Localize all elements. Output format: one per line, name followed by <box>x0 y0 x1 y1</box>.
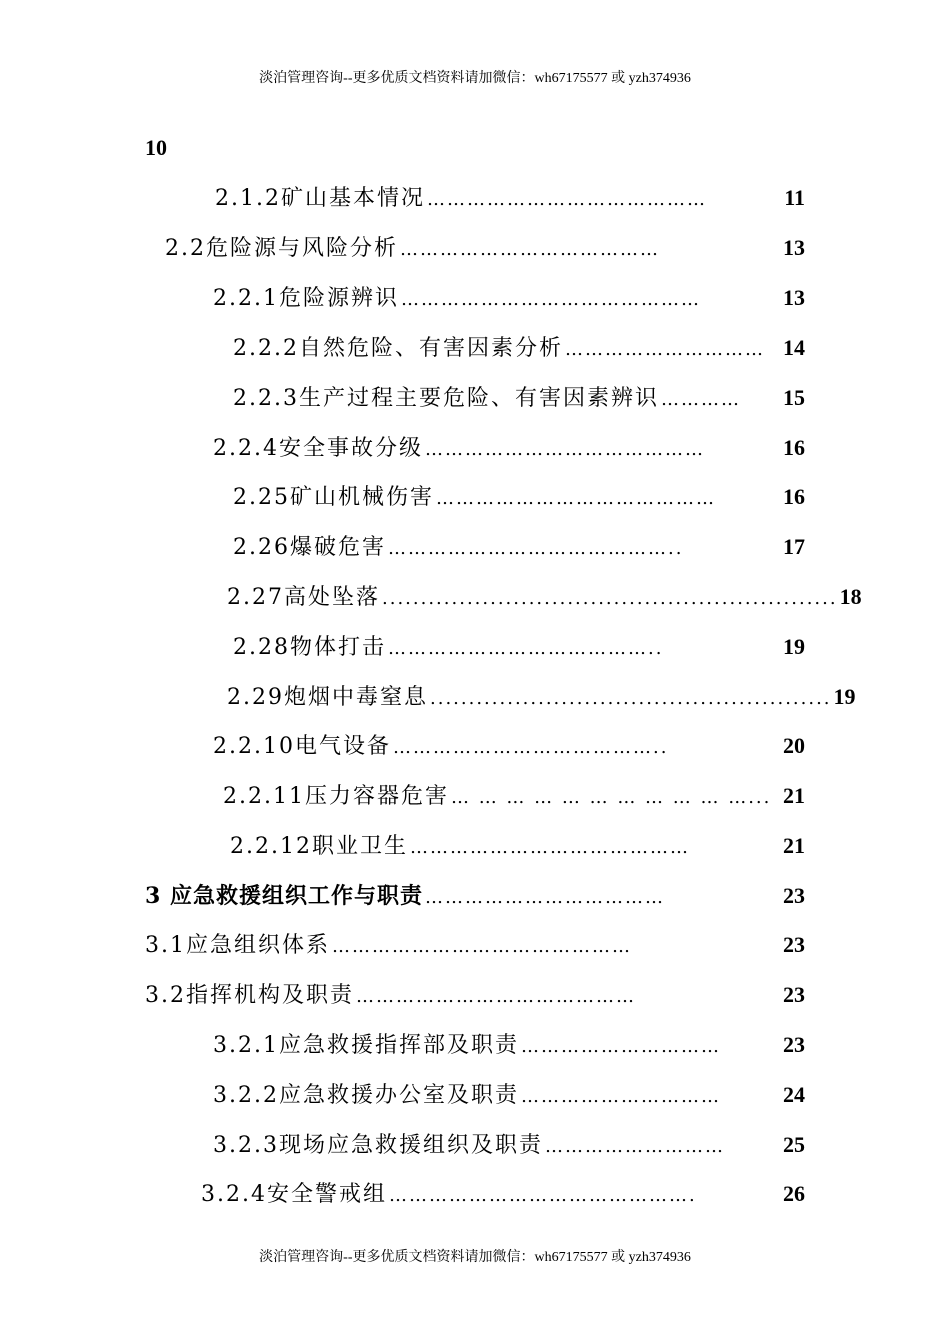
toc-entry-page: 16 <box>783 484 805 509</box>
toc-entry-label: 3.2.1应急救援指挥部及职责 <box>213 1033 519 1058</box>
toc-entry-label: 3.2.4安全警戒组 <box>201 1182 387 1207</box>
toc-entry-page: 13 <box>783 285 805 310</box>
toc-entry-page: 26 <box>783 1181 805 1206</box>
toc-entry-label: 2.2.10电气设备 <box>213 734 391 759</box>
toc-entry-leader: ........................................................... <box>382 588 838 609</box>
toc-entry-page: 23 <box>783 883 805 908</box>
toc-entry-leader: ………………………… <box>564 339 765 360</box>
toc-entry-page: 17 <box>783 534 805 559</box>
toc-entry-label: 3.1应急组织体系 <box>145 933 330 958</box>
toc-entry[interactable] <box>165 233 805 265</box>
toc-entry[interactable] <box>213 1080 805 1112</box>
toc-entry-label: 2.26爆破危害 <box>233 535 386 560</box>
toc-entry-label: 2.2.1危险源辨识 <box>213 286 399 311</box>
toc-entry-page: 19 <box>783 634 805 659</box>
toc-entry-page: 15 <box>783 385 805 410</box>
toc-entry[interactable] <box>233 333 805 365</box>
page-header: 淡泊管理咨询--更多优质文档资料请加微信：wh67175577 或 yzh374936 <box>259 71 691 86</box>
toc-entry-leader: ……………………………………… <box>400 289 701 310</box>
toc-entry[interactable] <box>227 682 856 714</box>
toc-entry-leader: ……………………… <box>544 1136 725 1157</box>
toc-entry-page: 25 <box>783 1132 805 1157</box>
toc-entry-page: 16 <box>783 435 805 460</box>
toc-entry-label: 2.28物体打击 <box>233 635 386 660</box>
toc-entry-page: 23 <box>783 1032 805 1057</box>
toc-entry-label: 3.2.3现场应急救援组织及职责 <box>213 1133 543 1158</box>
toc-entry[interactable] <box>213 283 805 315</box>
toc-entry-label: 2.2危险源与风险分析 <box>165 236 398 261</box>
toc-entry-page: 23 <box>783 982 805 1007</box>
toc-entry[interactable] <box>213 1030 805 1062</box>
toc-entry-leader: …………………………………… <box>424 439 705 460</box>
toc-entry-leader: ………………………… <box>520 1086 721 1107</box>
toc-entry[interactable] <box>230 831 805 863</box>
toc-entry-label: 3.2指挥机构及职责 <box>145 983 354 1008</box>
toc-entry-label: 2.2.4安全事故分级 <box>213 436 423 461</box>
toc-entry-label: 2.2.3生产过程主要危险、有害因素辨识 <box>233 386 659 411</box>
toc-entry-leader: …………………………………… <box>356 986 636 1007</box>
toc-entry-leader: …………………………………… <box>409 837 690 858</box>
toc-entry[interactable] <box>215 183 805 215</box>
toc-entry-leader: ……………………………………… <box>332 936 632 957</box>
toc-entry-page: 11 <box>784 185 805 210</box>
toc-entry-label: 2.2.12职业卫生 <box>230 834 408 859</box>
toc-entry[interactable] <box>145 980 805 1012</box>
toc-entry[interactable] <box>233 532 805 564</box>
toc-entry-leader: ………… <box>660 389 741 410</box>
toc-entry-page: 24 <box>783 1082 805 1107</box>
toc-entry-leader: … … … … … … … … … … …... <box>450 787 772 808</box>
toc-entry-label: 2.29炮烟中毒窒息 <box>227 685 428 710</box>
toc-entry-leader: …………………………………… <box>426 189 707 210</box>
toc-entry-page: 23 <box>783 932 805 957</box>
toc-entry-label: 2.1.2矿山基本情况 <box>215 186 425 211</box>
toc-entry[interactable] <box>213 433 805 465</box>
toc-entry-page: 18 <box>839 584 862 609</box>
toc-entry-leader: ………………………………………. <box>388 1185 697 1206</box>
toc-entry-label: 2.27高处坠落 <box>227 585 380 610</box>
toc-entry[interactable] <box>227 582 862 614</box>
toc-entry[interactable] <box>145 930 805 962</box>
toc-entry[interactable] <box>223 781 805 813</box>
toc-entry-leader: …………………………………….. <box>388 538 684 559</box>
toc-entry-leader: ………………………………….. <box>392 737 669 758</box>
toc-entry-label: 2.2.2自然危险、有害因素分析 <box>233 336 563 361</box>
toc-entry-label: 2.25矿山机械伤害 <box>233 485 434 510</box>
toc-entry-leader: ………………………… <box>520 1036 721 1057</box>
toc-entry-page: 13 <box>783 235 805 260</box>
toc-entry[interactable] <box>213 1130 805 1162</box>
toc-entry[interactable] <box>213 731 805 763</box>
continued-page-number: 10 <box>145 135 167 160</box>
toc-entry-page: 19 <box>833 684 856 709</box>
toc-entry-page: 14 <box>783 335 805 360</box>
toc-entry-label: 3 应急救援组织工作与职责 <box>145 883 423 909</box>
page-footer: 淡泊管理咨询--更多优质文档资料请加微信：wh67175577 或 yzh374936 <box>259 1250 691 1265</box>
toc-entry-page: 20 <box>783 733 805 758</box>
toc-entry-page: 21 <box>783 833 805 858</box>
toc-entry[interactable] <box>201 1179 805 1211</box>
toc-entry-leader: ………………………………… <box>400 239 660 260</box>
toc-entry-chapter[interactable] <box>145 881 805 913</box>
toc-entry[interactable] <box>233 383 805 415</box>
toc-entry[interactable] <box>233 632 805 664</box>
toc-entry-leader: ………………………………….. <box>388 638 664 659</box>
toc-entry-label: 2.2.11压力容器危害 <box>223 784 449 809</box>
toc-entry-leader: .................................................... <box>430 688 832 709</box>
toc-entry-label: 3.2.2应急救援办公室及职责 <box>213 1083 519 1108</box>
toc-entry-leader: ……………………………… <box>424 887 665 908</box>
toc-entry-page: 21 <box>783 783 805 808</box>
toc-entry-leader: …………………………………… <box>436 488 716 509</box>
toc-entry[interactable] <box>233 482 805 514</box>
